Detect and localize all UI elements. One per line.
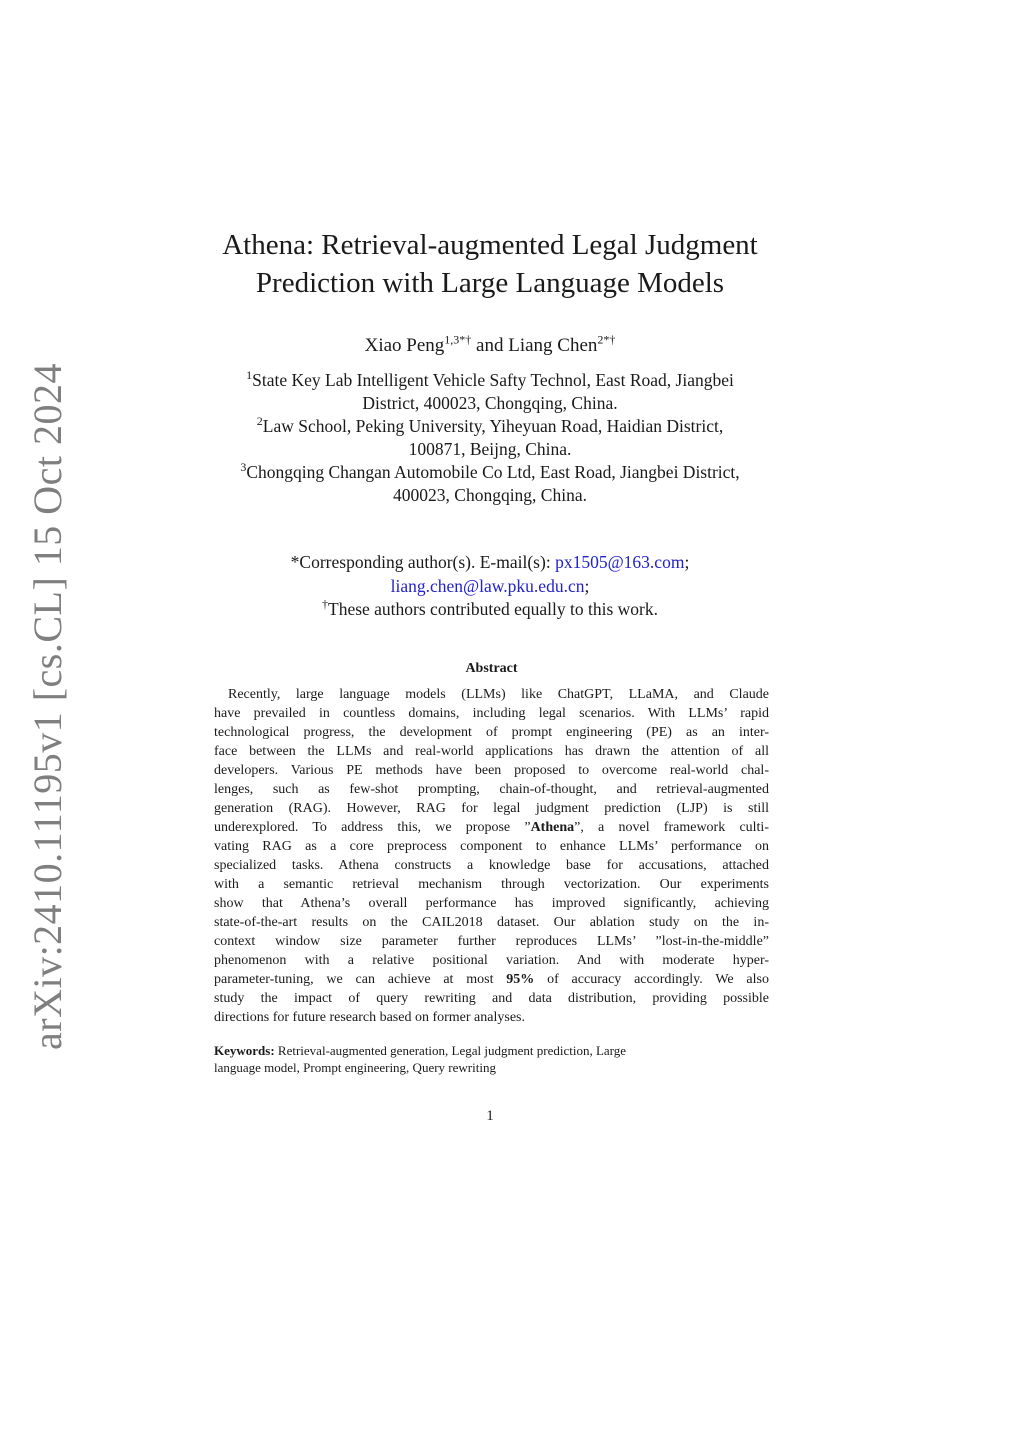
paper-title [190,226,790,302]
affiliation-1-line-2: District, 400023, Chongqing, China. [362,393,618,413]
abstract-line: study the impact of query rewriting and data distribution, providing possible [214,991,769,1006]
author-conjunction: and [471,335,509,356]
keywords-text-1: Retrieval-augmented generation, Legal judgment prediction, Large [274,1043,627,1058]
equal-contribution-note [190,598,790,622]
abstract-line: specialized tasks. Athena constructs a knowledge base for accusations, attached [214,858,769,873]
correspondence-line-1 [190,551,790,575]
affiliations [180,369,800,507]
abstract-line-8-post: ”, a novel framework culti- [574,820,769,835]
abstract-line: generation (RAG). However, RAG for legal judgment prediction (LJP) is still [214,801,769,816]
abstract-line: lenges, such as few-shot prompting, chain-of-thought, and retrieval-augmented [214,782,769,797]
abstract-line-accuracy [214,970,769,989]
abstract-line: directions for future research based on former analyses. [214,1010,525,1025]
affiliation-2-line-2: 100871, Beijng, China. [408,439,572,459]
author-1-name: Xiao Peng [364,335,445,356]
affiliation-2-marker: 2 [256,414,263,429]
affiliation-3 [180,461,800,484]
abstract-line: Recently, large language models (LLMs) like ChatGPT, LLaMA, and Claude [228,687,769,702]
framework-name: Athena [530,820,575,835]
email-link-2[interactable]: liang.chen@law.pku.edu.cn [390,575,585,596]
equal-contribution-text: These authors contributed equally to this work. [328,599,658,619]
abstract-line: face between the LLMs and real-world applications has drawn the attention of all [214,744,769,759]
correspondence-block [190,551,790,622]
affiliation-1 [180,369,800,392]
correspondence-separator-1: ; [684,552,690,572]
abstract-line: have prevailed in countless domains, including legal scenarios. With LLMs’ rapid [214,706,769,721]
keywords-text-2: language model, Prompt engineering, Query rewriting [214,1060,496,1075]
abstract-line: show that Athena’s overall performance has improved significantly, achieving [214,896,769,911]
abstract-body [214,685,769,1027]
accuracy-value: 95% [506,972,535,987]
affiliation-1-line-1: State Key Lab Intelligent Vehicle Safty Technol, East Road, Jiangbei [252,370,734,390]
affiliation-2 [180,415,800,438]
dagger-marker: † [322,597,328,612]
abstract-line: technological progress, the development of prompt engineering (PE) as an inter- [214,725,769,740]
affiliation-3-marker: 3 [240,460,247,475]
keywords-block [214,1042,769,1076]
abstract-line-16-post: of accuracy accordingly. We also [534,972,769,987]
page-number: 1 [486,1108,494,1124]
abstract-line: state-of-the-art results on the CAIL2018 dataset. Our ablation study on the in- [214,915,769,930]
title-line-2: Prediction with Large Language Models [255,267,725,299]
affiliation-1-marker: 1 [246,368,253,383]
abstract-line: context window size parameter further reproduces LLMs’ ”lost-in-the-middle” [214,934,769,949]
arxiv-side-stamp: arXiv:2410.11195v1 [cs.CL] 15 Oct 2024 [25,362,70,1050]
abstract-line: developers. Various PE methods have been proposed to overcome real-world chal- [214,763,769,778]
abstract-line-16-pre: parameter-tuning, we can achieve at most [214,972,507,987]
keywords-label: Keywords: [214,1043,275,1058]
abstract-line-8-pre: underexplored. To address this, we propose ” [214,820,531,835]
author-list [190,333,790,359]
abstract-line: vating RAG as a core preprocess component to enhance LLMs’ performance on [214,839,769,854]
author-2-affil-marker: 2*† [597,332,616,347]
email-link-1[interactable]: px1505@163.com [555,552,685,572]
title-line-1: Athena: Retrieval-augmented Legal Judgment [222,229,758,261]
author-1-affil-marker: 1,3*† [444,332,472,347]
author-2-name: Liang Chen [508,335,598,356]
abstract-heading: Abstract [465,661,518,676]
affiliation-3-line-2: 400023, Chongqing, China. [393,485,587,505]
correspondence-prefix: *Corresponding author(s). E-mail(s): [290,552,556,572]
correspondence-line-2 [190,575,790,599]
abstract-line: phenomenon with a relative positional variation. And with moderate hyper- [214,953,769,968]
abstract-line-athena [214,818,769,837]
affiliation-2-line-1: Law School, Peking University, Yiheyuan Road, Haidian District, [262,416,724,436]
abstract-line: with a semantic retrieval mechanism through vectorization. Our experiments [214,877,769,892]
affiliation-3-line-1: Chongqing Changan Automobile Co Ltd, East Road, Jiangbei District, [246,462,740,482]
keywords-line-1 [214,1042,769,1059]
correspondence-separator-2: ; [584,575,590,596]
